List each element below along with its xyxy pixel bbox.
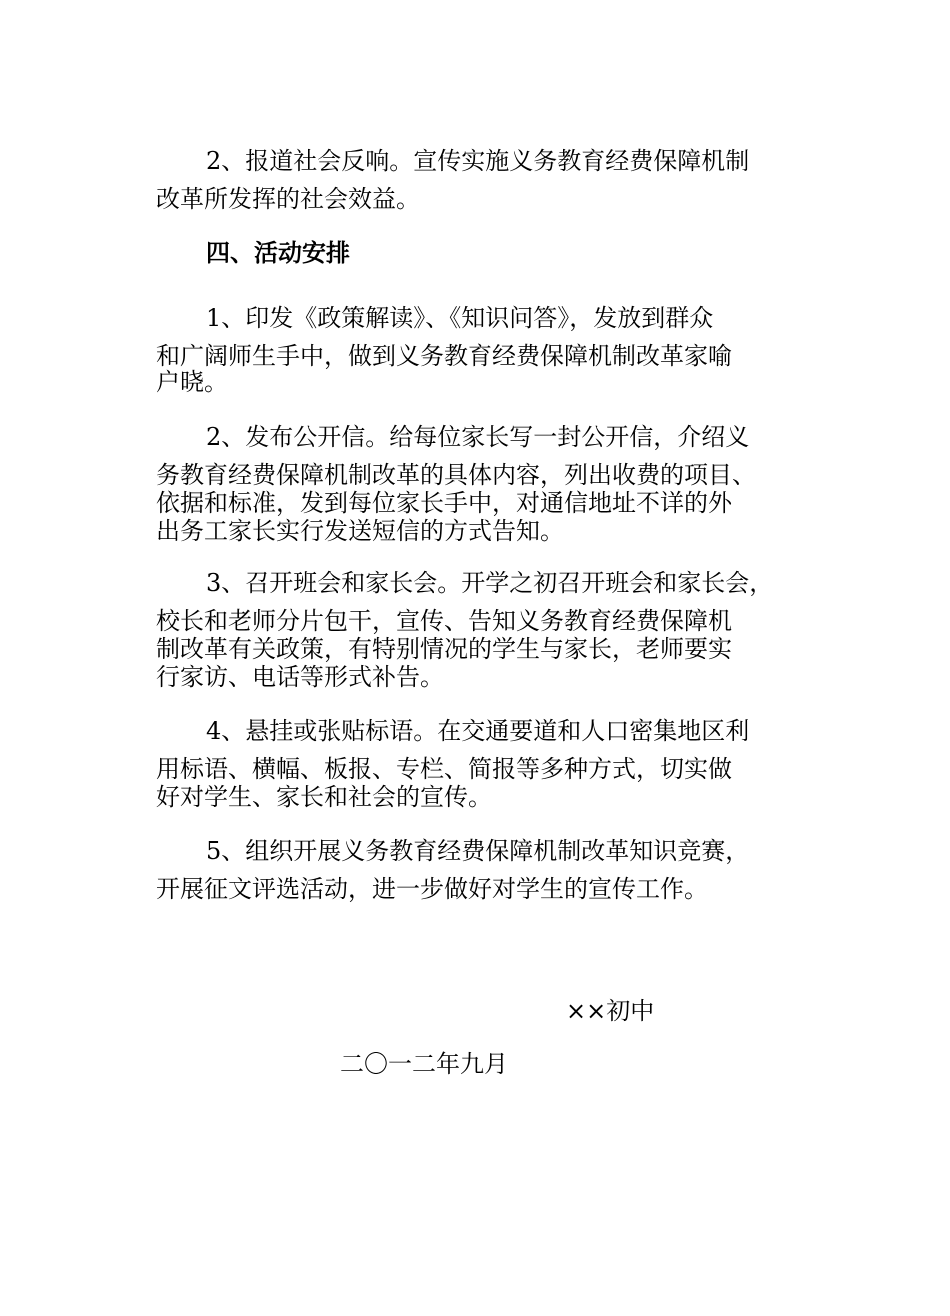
item-line: 1、印发《政策解读》、《知识问答》，发放到群众 [206, 304, 714, 332]
item-line: 开展征文评选活动，进一步做好对学生的宣传工作。 [156, 875, 708, 903]
item-line: 3、召开班会和家长会。开学之初召开班会和家长会， [206, 569, 774, 597]
list-item-3 [156, 567, 816, 693]
item-line: 5、组织开展义务教育经费保障机制改革知识竞赛， [206, 837, 750, 865]
paragraph-line: 2、报道社会反响。宣传实施义务教育经费保障机制 [206, 147, 750, 175]
item-line: 好对学生、家长和社会的宣传。 [156, 783, 492, 811]
item-line: 务教育经费保障机制改革的具体内容，列出收费的项目、 [156, 461, 756, 489]
item-line: 户晓。 [156, 368, 228, 396]
list-item-4 [156, 715, 816, 813]
list-item-1 [156, 302, 816, 398]
paragraph-social-response [156, 145, 816, 215]
item-line: 校长和老师分片包干，宣传、告知义务教育经费保障机 [156, 607, 732, 635]
item-line: 行家访、电话等形式补告。 [156, 663, 444, 691]
item-line: 依据和标准，发到每位家长手中，对通信地址不详的外 [156, 489, 732, 517]
item-line: 4、悬挂或张贴标语。在交通要道和人口密集地区利 [206, 717, 750, 745]
section-heading: 四、活动安排 [206, 238, 350, 267]
item-line: 用标语、横幅、板报、专栏、简报等多种方式，切实做 [156, 755, 732, 783]
paragraph-line: 改革所发挥的社会效益。 [156, 185, 420, 213]
list-item-5 [156, 835, 816, 905]
item-line: 和广阔师生手中，做到义务教育经费保障机制改革家喻 [156, 342, 732, 370]
item-line: 制改革有关政策，有特别情况的学生与家长，老师要实 [156, 635, 732, 663]
signature-date: 二〇一二年九月 [340, 1050, 508, 1078]
item-line: 2、发布公开信。给每位家长写一封公开信，介绍义 [206, 423, 750, 451]
signature-school: ××初中 [566, 997, 655, 1025]
list-item-2 [156, 421, 816, 547]
item-line: 出务工家长实行发送短信的方式告知。 [156, 517, 564, 545]
